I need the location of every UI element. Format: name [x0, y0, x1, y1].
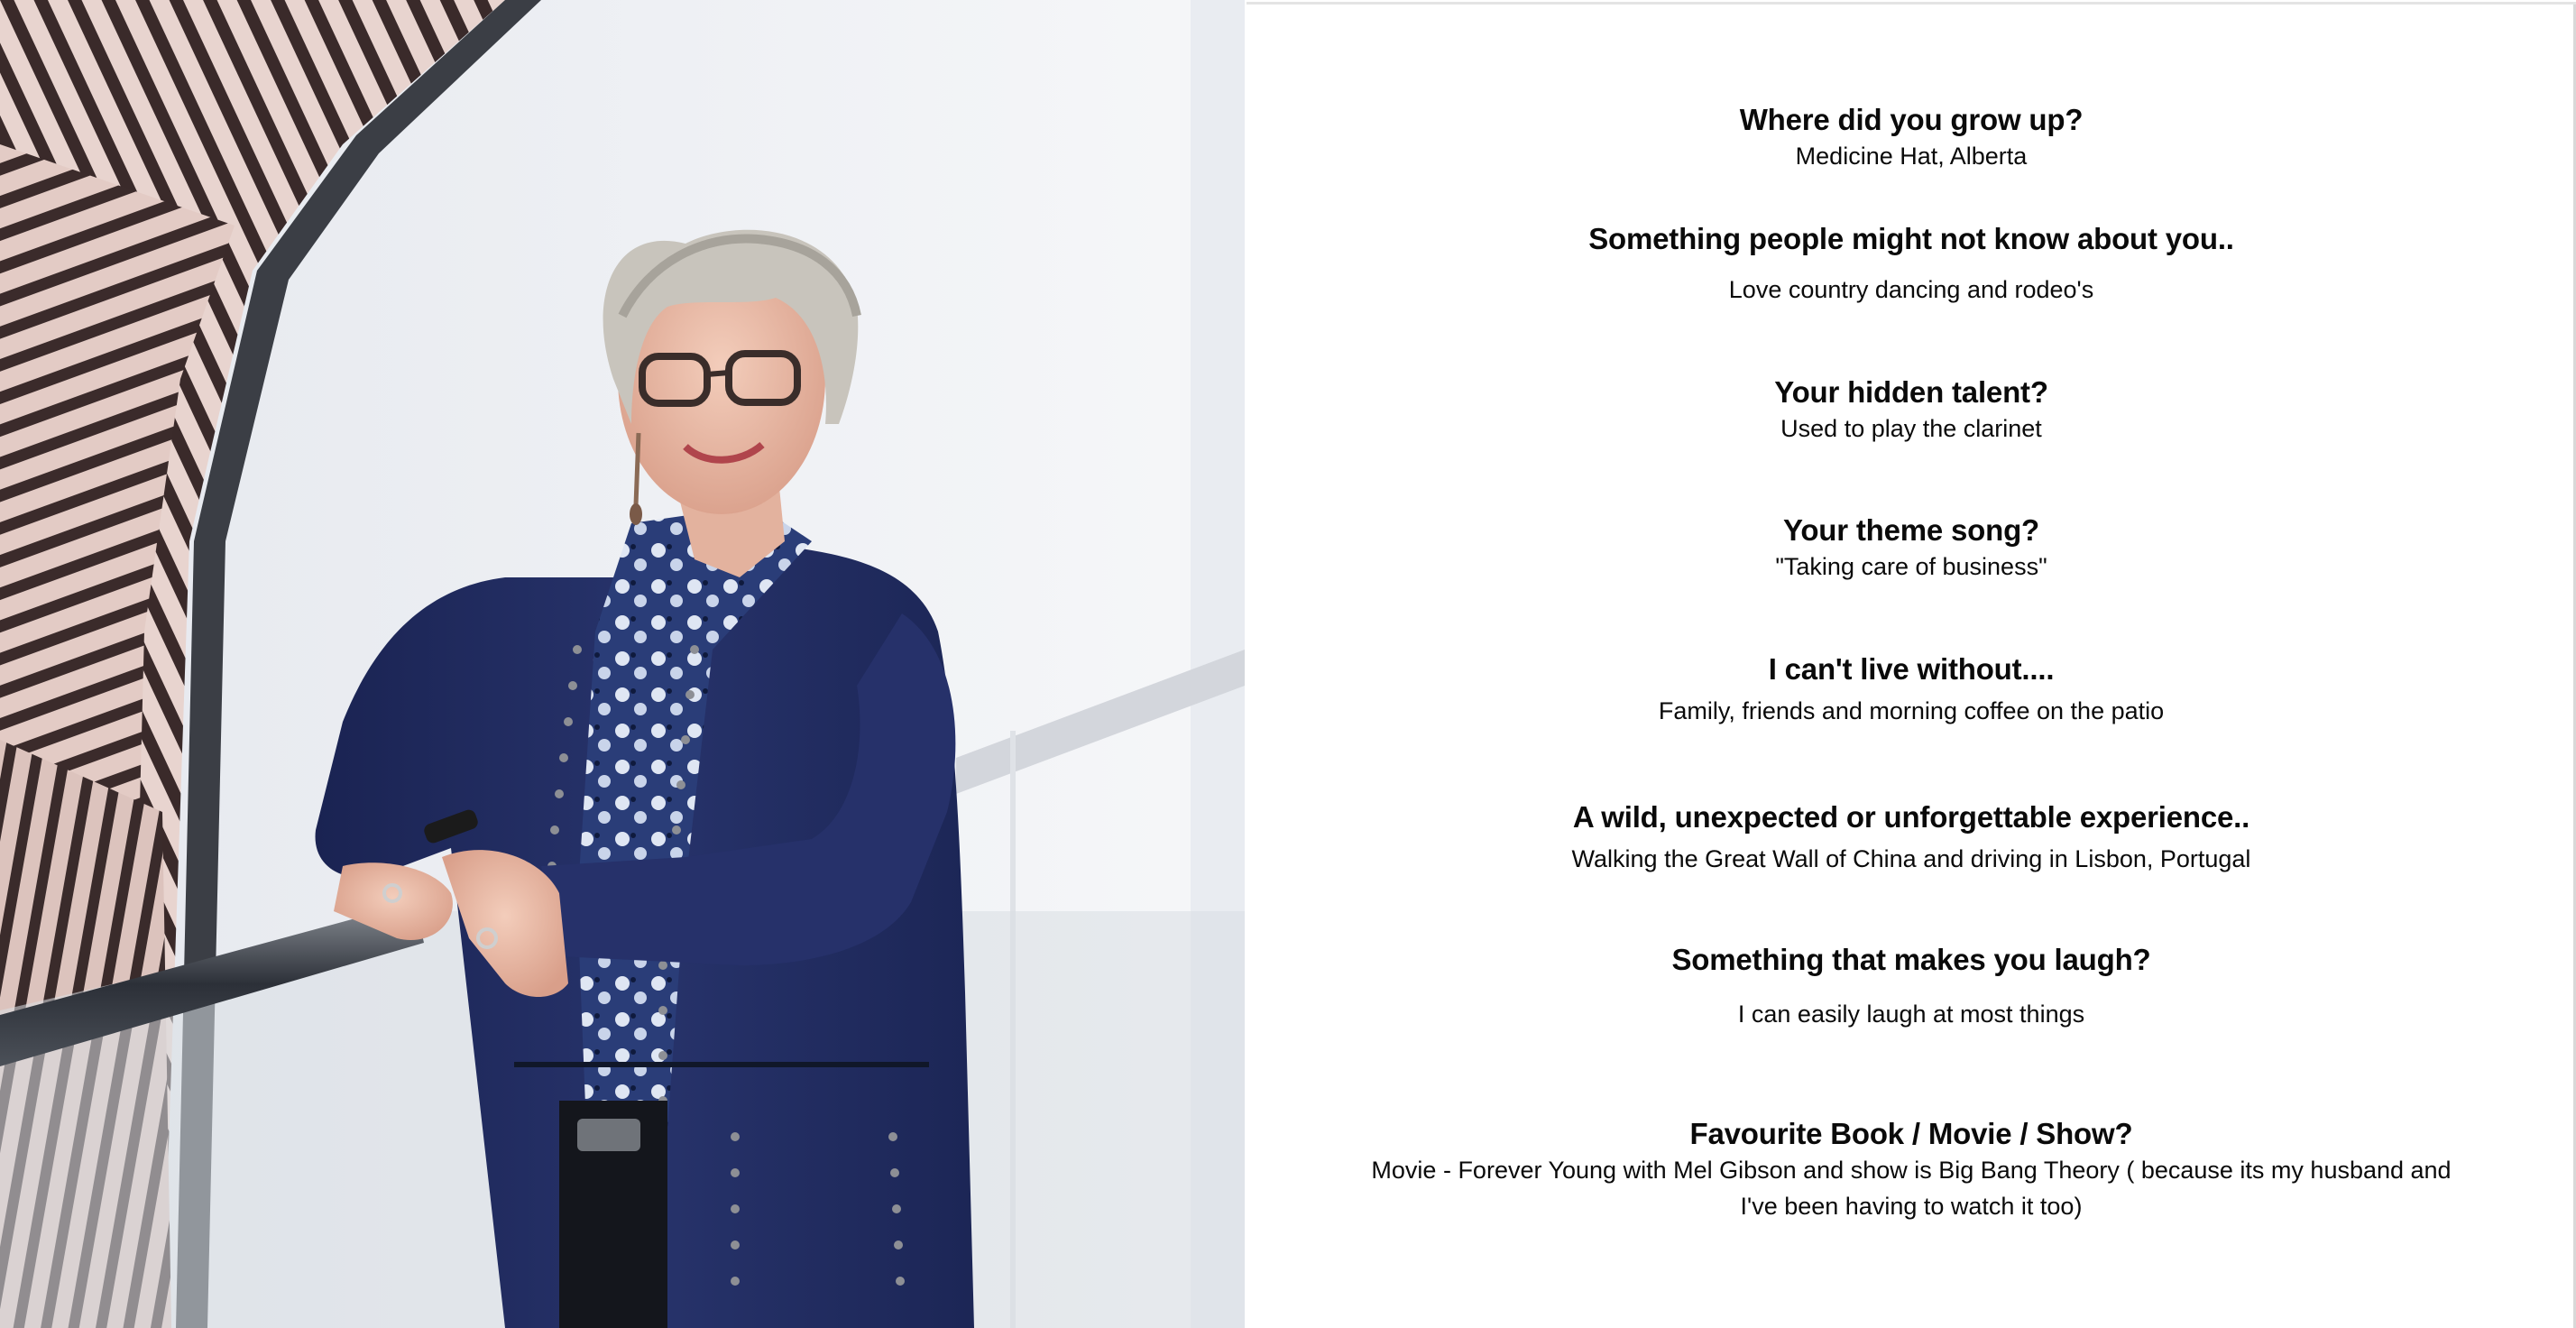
- answer-text: Medicine Hat, Alberta: [1795, 143, 2028, 170]
- question-text: Your theme song?: [1782, 513, 2040, 547]
- answer-text: "Taking care of business": [1775, 553, 2047, 580]
- answer-text: Used to play the clarinet: [1780, 415, 2042, 442]
- qa-panel: [1247, 2, 2576, 1328]
- question-text: Favourite Book / Movie / Show?: [1689, 1117, 2133, 1150]
- qa-item-theme-song: [1247, 512, 2576, 585]
- question-text: Your hidden talent?: [1774, 375, 2048, 409]
- qa-item-grew-up: [1247, 102, 2576, 174]
- qa-item-unknown-fact: [1247, 221, 2576, 308]
- answer-text: Family, friends and morning coffee on the patio: [1658, 697, 2165, 724]
- question-text: A wild, unexpected or unforgettable experience..: [1572, 800, 2250, 834]
- qa-item-laugh: [1247, 942, 2576, 1032]
- question-text: Something people might not know about you..: [1588, 222, 2234, 255]
- answer-text: Walking the Great Wall of China and driving in Lisbon, Portugal: [1571, 845, 2251, 872]
- answer-text: Movie - Forever Young with Mel Gibson and show is Big Bang Theory ( because its my husband and I've been having to watch it too): [1371, 1157, 2452, 1220]
- qa-item-cant-live-without: [1247, 651, 2576, 729]
- portrait-photo: [0, 0, 1245, 1328]
- qa-item-experience: [1247, 799, 2576, 877]
- answer-text: I can easily laugh at most things: [1737, 1001, 2085, 1028]
- answer-text: Love country dancing and rodeo's: [1728, 276, 2094, 303]
- question-text: Where did you grow up?: [1739, 103, 2084, 136]
- question-text: I can't live without....: [1768, 652, 2055, 686]
- qa-item-favourites: [1247, 1116, 2576, 1224]
- question-text: Something that makes you laugh?: [1671, 943, 2151, 976]
- qa-item-hidden-talent: [1247, 374, 2576, 447]
